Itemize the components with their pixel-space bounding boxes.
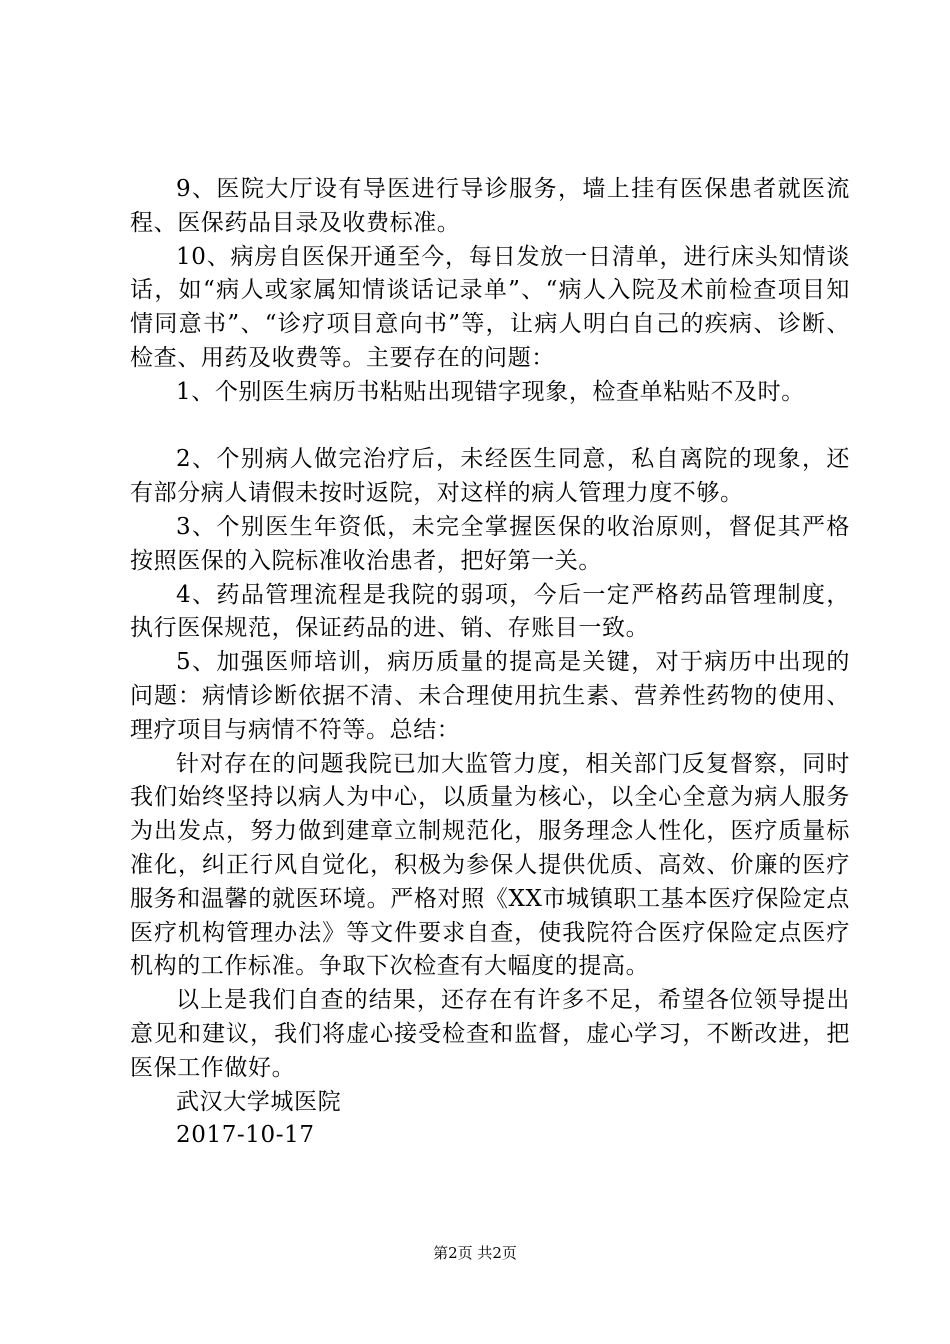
paragraph-item-9: 9、医院大厅设有导医进行导诊服务，墙上挂有医保患者就医流程、医保药品目录及收费标准。 bbox=[130, 176, 850, 236]
closing-paragraph: 以上是我们自查的结果，还存在有许多不足，希望各位领导提出意见和建议，我们将虚心接受检查和监督，虚心学习，不断改进，把医保工作做好。 bbox=[130, 987, 850, 1081]
document-body bbox=[130, 173, 850, 1153]
problem-item-3: 3、个别医生年资低，未完全掌握医保的收治原则，督促其严格按照医保的入院标准收治患者，把好第一关。 bbox=[130, 513, 850, 574]
summary-paragraph: 针对存在的问题我院已加大监管力度，相关部门反复督察，同时我们始终坚持以病人为中心，以质量为核心，以全心全意为病人服务为出发点，努力做到建章立制规范化，服务理念人性化，医疗质量标准化，纠正行风自觉化，积极为参保人提供优质、高效、价廉的医疗服务和温馨的就医环境。严格对照《XX市城镇职工基本医疗保险定点医疗机构管理办法》等文件要求自查，使我院符合医疗保险定点医疗机构的工作标准。争取下次检查有大幅度的提高。 bbox=[130, 750, 850, 980]
paragraph-item-10: 10、病房自医保开通至今，每日发放一日清单，进行床头知情谈话，如“病人或家属知情谈话记录单”、“病人入院及术前检查项目知情同意书”、“诊疗项目意向书”等，让病人明白自己的疾病、诊断、检查、用药及收费等。主要存在的问题： bbox=[130, 243, 850, 371]
document-date: 2017-10-17 bbox=[176, 1122, 315, 1149]
signature: 武汉大学城医院 bbox=[176, 1088, 342, 1115]
problem-item-5: 5、加强医师培训，病历质量的提高是关键，对于病历中出现的问题：病情诊断依据不清、未合理使用抗生素、营养性药物的使用、理疗项目与病情不符等。总结： bbox=[130, 649, 850, 743]
page-number: 第2页 共2页 bbox=[433, 1244, 517, 1262]
problem-item-1: 1、个别医生病历书粘贴出现错字现象，检查单粘贴不及时。 bbox=[176, 378, 805, 405]
problem-item-4: 4、药品管理流程是我院的弱项，今后一定严格药品管理制度，执行医保规范，保证药品的进、销、存账目一致。 bbox=[130, 581, 850, 642]
problem-item-2: 2、个别病人做完治疗后，未经医生同意，私自离院的现象，还有部分病人请假未按时返院，对这样的病人管理力度不够。 bbox=[130, 446, 850, 507]
